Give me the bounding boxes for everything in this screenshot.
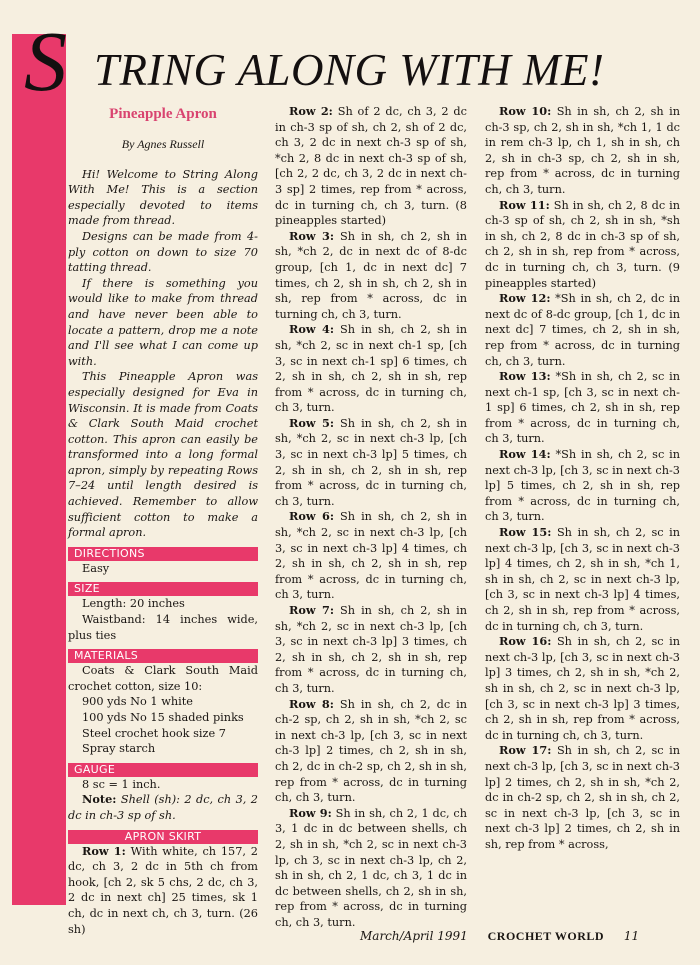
row-label: Row 4: xyxy=(289,322,335,337)
materials-item: Spray starch xyxy=(82,742,156,756)
intro-paragraph: If there is something you would like to make from thread and have never been able to locate a pattern, drop me a note and I'll see what I can come up with. xyxy=(68,276,258,368)
directions-text: Easy xyxy=(82,561,110,575)
row-text: Sh in sh, ch 2, sc in next ch-3 lp, [ch 3, sc in next ch-3 lp] 3 times, ch 2, sh in sh, *ch 2, sh in sh, ch 2, sc in next ch-3 lp, [ch 3, sc in next ch-3 lp] 3 times, ch 2, sh in sh, rep from * across, dc in turning ch, ch 3, turn. xyxy=(485,635,680,742)
pink-margin-bar xyxy=(12,34,66,905)
row-text: Sh in sh, ch 2, sc in next ch-3 lp, [ch 3, sc in next ch-3 lp] 2 times, ch 2, sh in sh, *ch 2, dc in ch-2 sp, ch 2, sh in sh, ch 2, sc in next ch-3 lp, [ch 3, sc in next ch-3 lp] 2 times, ch 2, sh in sh, rep from * across, xyxy=(485,744,680,851)
materials-intro: Coats & Clark South Maid crochet cotton, size 10: xyxy=(68,664,258,693)
pattern-row xyxy=(485,291,680,369)
issue-date: March/April 1991 xyxy=(360,929,468,943)
row-label: Row 16: xyxy=(499,634,552,649)
pattern-row xyxy=(485,525,680,634)
pattern-row xyxy=(68,844,258,938)
intro-paragraph: Hi! Welcome to String Along With Me! This is a section especially devoted to items made from thread. xyxy=(68,167,258,228)
row-label: Row 5: xyxy=(289,415,335,430)
pattern-row xyxy=(275,104,467,229)
row-text: Sh in sh, ch 2, sh in sh, *ch 2, sc in next ch-3 lp, [ch 3, sc in next ch-3 lp] 5 times, ch 2, sh in sh, ch 2, sh in sh, rep from * across, dc in turning ch, ch 3, turn. xyxy=(275,416,467,508)
row-text: Sh of 2 dc, ch 3, 2 dc in ch-3 sp of sh, ch 2, sh of 2 dc, ch 3, 2 dc in next ch-3 sp of sh, *ch 2, 8 dc in next ch-3 sp of sh, [ch 2, 2 dc, ch 3, 2 dc in next ch-3 sp] 2 times, rep from * across, dc in turning ch, ch 3, turn. (8 pineapples started) xyxy=(275,105,467,228)
row-label: Row 11: xyxy=(499,197,550,212)
pattern-row xyxy=(485,743,680,852)
magazine-name: CROCHET WORLD xyxy=(487,929,605,943)
pattern-row xyxy=(485,104,680,198)
gauge-text: 8 sc = 1 inch. xyxy=(82,777,161,791)
row-text: *Sh in sh, ch 2, sc in next ch-3 lp, [ch 3, sc in next ch-3 lp] 5 times, ch 2, sh in sh, rep from * across, dc in turning ch, ch 3, turn. xyxy=(485,448,680,524)
row-text: Sh in sh, ch 2, sc in next ch-3 lp, [ch 3, sc in next ch-3 lp] 4 times, ch 2, sh in sh, *ch 1, sh in sh, ch 2, sc in next ch-3 lp, [ch 3, sc in next ch-3 lp] 4 times, ch 2, sh in sh, rep from * across, dc in turning ch, ch 3, turn. xyxy=(485,526,680,633)
column-2 xyxy=(275,104,467,930)
size-length: Length: 20 inches xyxy=(82,597,185,611)
row-label: Row 10: xyxy=(499,104,552,118)
gauge-note-text: Shell (sh): 2 dc, ch 3, 2 dc in ch-3 sp of sh. xyxy=(68,793,258,822)
row-label: Row 8: xyxy=(289,696,334,711)
pattern-row xyxy=(485,447,680,525)
section-header-apron-skirt: APRON SKIRT xyxy=(68,830,258,844)
row-text: Sh in sh, ch 2, 8 dc in ch-3 sp of sh, ch 2, sh in sh, *sh in sh, ch 2, 8 dc in ch-3 sp of sh, ch 2, sh in sh, rep from * across, dc in turning ch, ch 3, turn. (9 pineapples started) xyxy=(485,198,680,290)
row-label: Row 7: xyxy=(289,603,335,617)
size-waistband: Waistband: 14 inches wide, plus ties xyxy=(68,613,258,642)
title-initial: S xyxy=(24,13,67,109)
row-label: Row 1: xyxy=(82,843,126,858)
row-label: Row 3: xyxy=(289,228,335,243)
row-label: Row 13: xyxy=(499,369,551,384)
pattern-row xyxy=(275,509,467,603)
article-title: Pineapple Apron xyxy=(109,106,217,122)
pattern-row xyxy=(275,806,467,931)
row-label: Row 9: xyxy=(289,805,332,820)
pattern-row xyxy=(485,369,680,447)
row-label: Row 6: xyxy=(289,509,335,524)
row-text: Sh in sh, ch 2, sh in sh, *ch 2, dc in next dc of 8-dc group, [ch 1, dc in next dc] 7 times, ch 2, sh in sh, ch 2, sh in sh, rep from * across, dc in turning ch, ch 3, turn. xyxy=(275,229,467,321)
row-text: *Sh in sh, ch 2, dc in next dc of 8-dc group, [ch 1, dc in next dc] 7 times, ch 2, sh in sh, rep from * across, dc in turning ch, ch 3, turn. xyxy=(485,292,680,368)
column-3 xyxy=(485,104,680,853)
materials-item: 900 yds No 1 white xyxy=(82,695,193,709)
page-title: TRING ALONG WITH ME! xyxy=(94,45,605,95)
column-1 xyxy=(68,104,258,937)
row-text: With white, ch 157, 2 dc, ch 3, 2 dc in 5th ch from hook, [ch 2, sk 5 chs, 2 dc, ch 3, 2 dc in next ch] 25 times, sk 1 ch, dc in next ch, ch 3, turn. (26 sh) xyxy=(68,844,258,936)
row-label: Row 15: xyxy=(499,525,552,540)
section-header-directions: DIRECTIONS xyxy=(68,547,258,561)
row-text: Sh in sh, ch 2, sh in ch-3 sp, ch 2, sh in sh, *ch 1, 1 dc in rem ch-3 lp, ch 1, sh in sh, ch 2, sh in ch-3 sp, ch 2, sh in sh, rep from * across, dc in turning ch, ch 3, turn. xyxy=(485,105,680,196)
gauge-note xyxy=(68,792,258,823)
materials-item: 100 yds No 15 shaded pinks xyxy=(82,711,244,724)
pattern-row xyxy=(275,603,467,697)
row-text: Sh in sh, ch 2, sh in sh, *ch 2, sc in next ch-1 sp, [ch 3, sc in next ch-1 sp] 6 times, ch 2, sh in sh, ch 2, sh in sh, rep from * across, dc in turning ch, ch 3, turn. xyxy=(275,323,467,415)
row-label: Row 2: xyxy=(289,104,333,118)
row-text: Sh in sh, ch 2, sh in sh, *ch 2, sc in next ch-3 lp, [ch 3, sc in next ch-3 lp] 3 times, ch 2, sh in sh, ch 2, sh in sh, rep from * across, dc in turning ch, ch 3, turn. xyxy=(275,604,467,695)
row-text: Sh in sh, ch 2, sh in sh, *ch 2, sc in next ch-3 lp, [ch 3, sc in next ch-3 lp] 4 times, ch 2, sh in sh, ch 2, sh in sh, rep from * across, dc in turning ch, ch 3, turn. xyxy=(275,510,467,602)
materials-item: Steel crochet hook size 7 xyxy=(82,726,226,740)
pattern-row xyxy=(275,416,467,510)
row-label: Row 12: xyxy=(499,291,551,306)
row-label: Row 14: xyxy=(499,447,551,462)
row-text: *Sh in sh, ch 2, sc in next ch-1 sp, [ch 3, sc in next ch-1 sp] 6 times, ch 2, sh in sh, rep from * across, dc in turning ch, ch 3, turn. xyxy=(485,370,680,446)
intro xyxy=(68,167,258,541)
page-number: 11 xyxy=(623,929,640,943)
pattern-row xyxy=(275,697,467,806)
section-header-gauge: GAUGE xyxy=(68,763,258,777)
intro-paragraph: This Pineapple Apron was especially designed for Eva in Wisconsin. It is made from Coats & Clark South Maid crochet cotton. This apron can easily be transformed into a long formal apron, simply by repeating Rows 7–24 until length desired is achieved. Remember to allow sufficient cotton to make a formal apron. xyxy=(68,370,258,540)
row-text: Sh in sh, ch 2, 1 dc, ch 3, 1 dc in dc between shells, ch 2, sh in sh, *ch 2, sc in next ch-3 lp, ch 3, sc in next ch-3 lp, ch 2, sh in sh, ch 2, 1 dc, ch 3, 1 dc in dc between shells, ch 2, sh in sh, rep from * across, dc in turning ch, ch 3, turn. xyxy=(275,806,467,929)
byline: By Agnes Russell xyxy=(121,137,205,151)
pattern-row xyxy=(485,634,680,743)
row-text: Sh in sh, ch 2, dc in ch-2 sp, ch 2, sh in sh, *ch 2, sc in next ch-3 lp, [ch 3, sc in next ch-3 lp] 2 times, ch 2, sh in sh, ch 2, dc in ch-2 sp, ch 2, sh in sh, rep from * across, dc in turning ch, ch 3, turn. xyxy=(275,697,467,805)
pattern-row xyxy=(485,198,680,292)
intro-paragraph: Designs can be made from 4-ply cotton on down to size 70 tatting thread. xyxy=(68,229,258,275)
section-header-materials: MATERIALS xyxy=(68,649,258,663)
page-footer xyxy=(360,929,639,944)
row-label: Row 17: xyxy=(499,743,552,758)
pattern-row xyxy=(275,229,467,323)
section-header-size: SIZE xyxy=(68,582,258,596)
gauge-note-label: Note: xyxy=(82,792,117,807)
pattern-row xyxy=(275,322,467,416)
